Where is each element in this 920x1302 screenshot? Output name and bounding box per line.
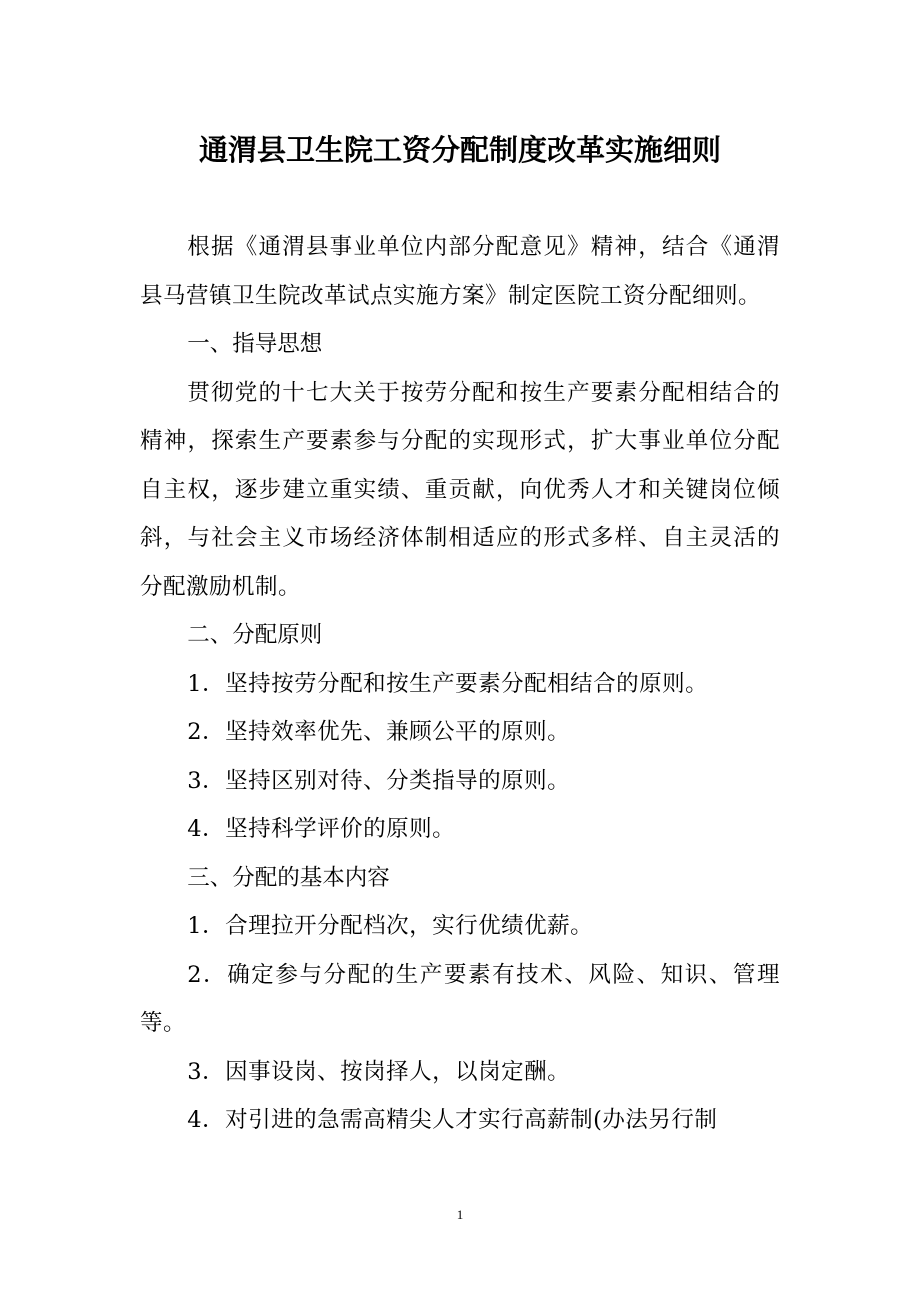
principle-item: 4．坚持科学评价的原则。 bbox=[187, 816, 456, 842]
section-heading-guiding-thought: 一、指导思想 bbox=[187, 331, 323, 357]
principle-item: 2．坚持效率优先、兼顾公平的原则。 bbox=[187, 719, 571, 745]
principle-item: 1．坚持按劳分配和按生产要素分配相结合的原则。 bbox=[187, 670, 709, 697]
content-item: 4．对引进的急需高精尖人才实行高薪制(办法另行制 bbox=[187, 1107, 718, 1133]
intro-paragraph: 根据《通渭县事业单位内部分配意见》精神，结合《通渭县马营镇卫生院改革试点实施方案》制定医院工资分配细则。 bbox=[140, 234, 780, 309]
document-title: 通渭县卫生院工资分配制度改革实施细则 bbox=[198, 133, 721, 167]
content-item: 3．因事设岗、按岗择人，以岗定酬。 bbox=[187, 1058, 571, 1085]
guiding-thought-paragraph: 贯彻党的十七大关于按劳分配和按生产要素分配相结合的精神，探索生产要素参与分配的实现形式，扩大事业单位分配自主权，逐步建立重实绩、重贡献，向优秀人才和关键岗位倾斜，与社会主义市场经济体制相适应的形式多样、自主灵活的分配激励机制。 bbox=[140, 379, 780, 600]
content-item: 1．合理拉开分配档次，实行优绩优薪。 bbox=[187, 913, 594, 939]
content-item: 2．确定参与分配的生产要素有技术、风险、知识、管理等。 bbox=[140, 961, 780, 1036]
section-heading-principles: 二、分配原则 bbox=[187, 622, 323, 648]
document-body bbox=[140, 223, 780, 1145]
section-heading-basic-content: 三、分配的基本内容 bbox=[187, 864, 390, 891]
page-number: 1 bbox=[456, 1207, 464, 1222]
principle-item: 3．坚持区别对待、分类指导的原则。 bbox=[187, 767, 571, 794]
